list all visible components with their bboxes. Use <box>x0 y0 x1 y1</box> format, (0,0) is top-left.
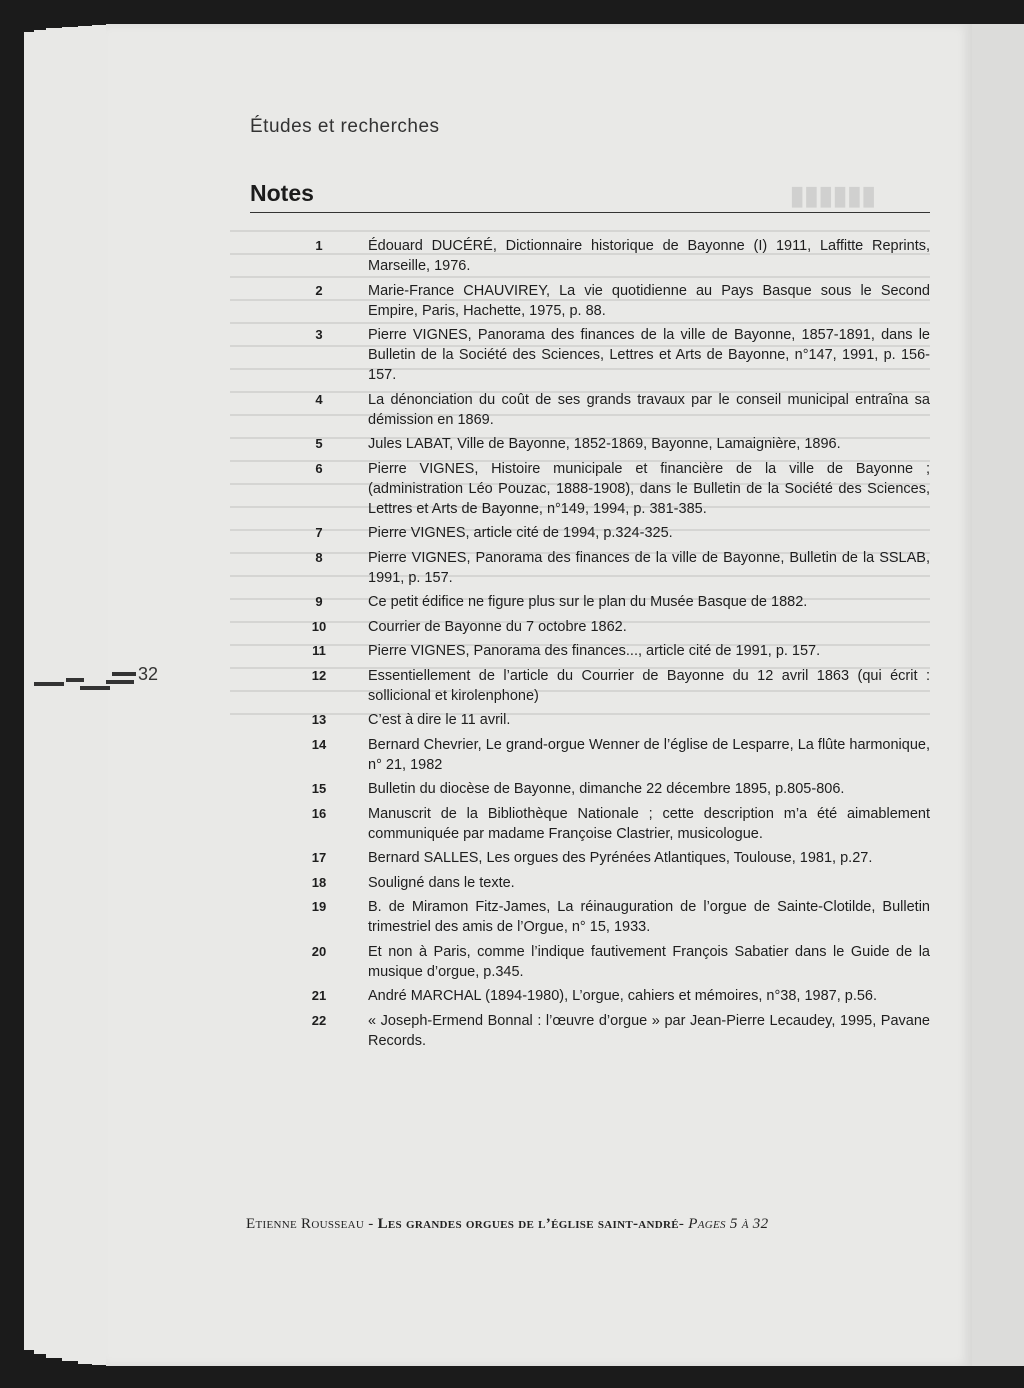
note-item <box>300 710 930 730</box>
section-header: Études et recherches <box>250 116 440 137</box>
page-number: 32 <box>138 664 159 684</box>
note-number: 11 <box>312 643 326 658</box>
running-footer <box>246 1216 768 1233</box>
note-item <box>300 735 930 775</box>
note-text: Bernard SALLES, Les orgues des Pyrénées Atlantiques, Toulouse, 1981, p.27. <box>368 850 873 866</box>
note-text: Bernard Chevrier, Le grand-orgue Wenner de l’église de Lesparre, La flûte harmonique, n° 21, 1982 <box>368 736 930 773</box>
note-number: 4 <box>315 391 323 407</box>
note-text: Pierre VIGNES, Panorama des finances de la ville de Bayonne, Bulletin de la SSLAB, 1991, p. 157. <box>368 549 930 586</box>
note-item <box>300 236 930 276</box>
note-number: 2 <box>315 282 323 298</box>
note-number: 12 <box>311 667 327 683</box>
note-text: André MARCHAL (1894-1980), L’orgue, cahiers et mémoires, n°38, 1987, p.56. <box>368 988 878 1004</box>
note-item <box>300 897 930 937</box>
note-item <box>300 434 930 454</box>
note-item <box>300 848 930 868</box>
note-text: « Joseph-Ermend Bonnal : l’œuvre d’orgue » par Jean-Pierre Lecaudey, 1995, Pavane Records. <box>368 1012 930 1049</box>
note-text: B. de Miramon Fitz-James, La réinauguration de l’orgue de Sainte-Clotilde, Bulletin trimestriel des amis de l’Orgue, n° 15, 1933. <box>368 899 930 935</box>
note-number: 5 <box>315 436 323 451</box>
title-rule <box>250 212 930 213</box>
note-text: C’est à dire le 11 avril. <box>368 712 511 728</box>
note-number: 6 <box>315 460 323 476</box>
note-item <box>300 873 930 893</box>
thumb-index-marks <box>30 668 140 698</box>
footer-pages: - Pages 5 à 32 <box>678 1216 769 1232</box>
note-number: 21 <box>311 988 327 1003</box>
note-number: 14 <box>311 736 327 752</box>
note-item <box>300 390 930 430</box>
note-number: 7 <box>315 525 323 540</box>
note-text: Bulletin du diocèse de Bayonne, dimanche 22 décembre 1895, p.805-806. <box>368 781 845 797</box>
note-item <box>300 325 930 385</box>
footer-title: Les grandes orgues de l’église saint-andré <box>377 1216 679 1232</box>
facing-page-edge <box>968 24 1024 1366</box>
note-item <box>300 779 930 799</box>
note-number: 10 <box>311 618 327 634</box>
note-text: Manuscrit de la Bibliothèque Nationale ; cette description m’a été aimablement communiquée par madame Françoise Clastrier, musicologue. <box>368 805 930 842</box>
note-text: Ce petit édifice ne figure plus sur le plan du Musée Basque de 1882. <box>368 594 808 610</box>
note-number: 9 <box>315 594 323 609</box>
note-text: La dénonciation du coût de ses grands travaux par le conseil municipal entraîna sa démission en 1869. <box>368 391 930 428</box>
note-item <box>300 617 930 637</box>
note-text: Pierre VIGNES, Panorama des finances de la ville de Bayonne, 1857-1891, dans le Bulletin de la Société des Sciences, Lettres et Arts de Bayonne, n°147, 1991, p. 156-157. <box>368 327 930 383</box>
note-text: Pierre VIGNES, Panorama des finances..., article cité de 1991, p. 157. <box>368 643 821 659</box>
note-text: Pierre VIGNES, Histoire municipale et financière de la ville de Bayonne ; (administration Léo Pouzac, 1888-1908), dans le Bulletin de la Société des Sciences, Lettres et Arts de Bayonne, n°149, 1994, p. 381-385. <box>368 460 930 517</box>
note-text: Jules LABAT, Ville de Bayonne, 1852-1869, Bayonne, Lamaignière, 1896. <box>368 436 841 452</box>
note-number: 16 <box>311 805 327 821</box>
note-number: 17 <box>311 850 327 865</box>
note-item <box>300 592 930 612</box>
footer-author: Etienne Rousseau - <box>246 1216 378 1232</box>
note-text: Courrier de Bayonne du 7 octobre 1862. <box>368 618 627 635</box>
note-number: 15 <box>311 781 327 796</box>
note-text: Et non à Paris, comme l’indique fautivement François Sabatier dans le Guide de la musique d’orgue, p.345. <box>368 943 930 980</box>
note-item <box>300 986 930 1006</box>
note-text: Marie-France CHAUVIREY, La vie quotidienne au Pays Basque sous le Second Empire, Paris, Hachette, 1975, p. 88. <box>368 282 930 319</box>
note-item <box>300 1011 930 1051</box>
notes-list <box>300 236 930 1055</box>
note-number: 22 <box>311 1012 327 1028</box>
note-text: Essentiellement de l’article du Courrier de Bayonne du 12 avril 1863 (qui écrit : sollicional et kirolenphone) <box>368 667 930 704</box>
note-text: Souligné dans le texte. <box>368 874 515 891</box>
note-number: 3 <box>315 327 323 342</box>
note-item <box>300 804 930 844</box>
notes-title: Notes <box>250 180 314 206</box>
note-text: Édouard DUCÉRÉ, Dictionnaire historique de Bayonne (I) 1911, Laffitte Reprints, Marseille, 1976. <box>368 238 930 274</box>
note-text: Pierre VIGNES, article cité de 1994, p.324-325. <box>368 525 673 541</box>
note-number: 1 <box>315 238 323 253</box>
note-number: 19 <box>311 899 327 914</box>
note-item <box>300 942 930 982</box>
note-item <box>300 459 930 519</box>
note-number: 18 <box>311 874 327 890</box>
note-number: 13 <box>311 712 327 727</box>
note-number: 20 <box>311 943 327 959</box>
note-item <box>300 523 930 543</box>
note-item <box>300 666 930 706</box>
note-item <box>300 281 930 321</box>
note-item <box>300 641 930 661</box>
note-item <box>300 548 930 588</box>
note-number: 8 <box>315 549 323 565</box>
